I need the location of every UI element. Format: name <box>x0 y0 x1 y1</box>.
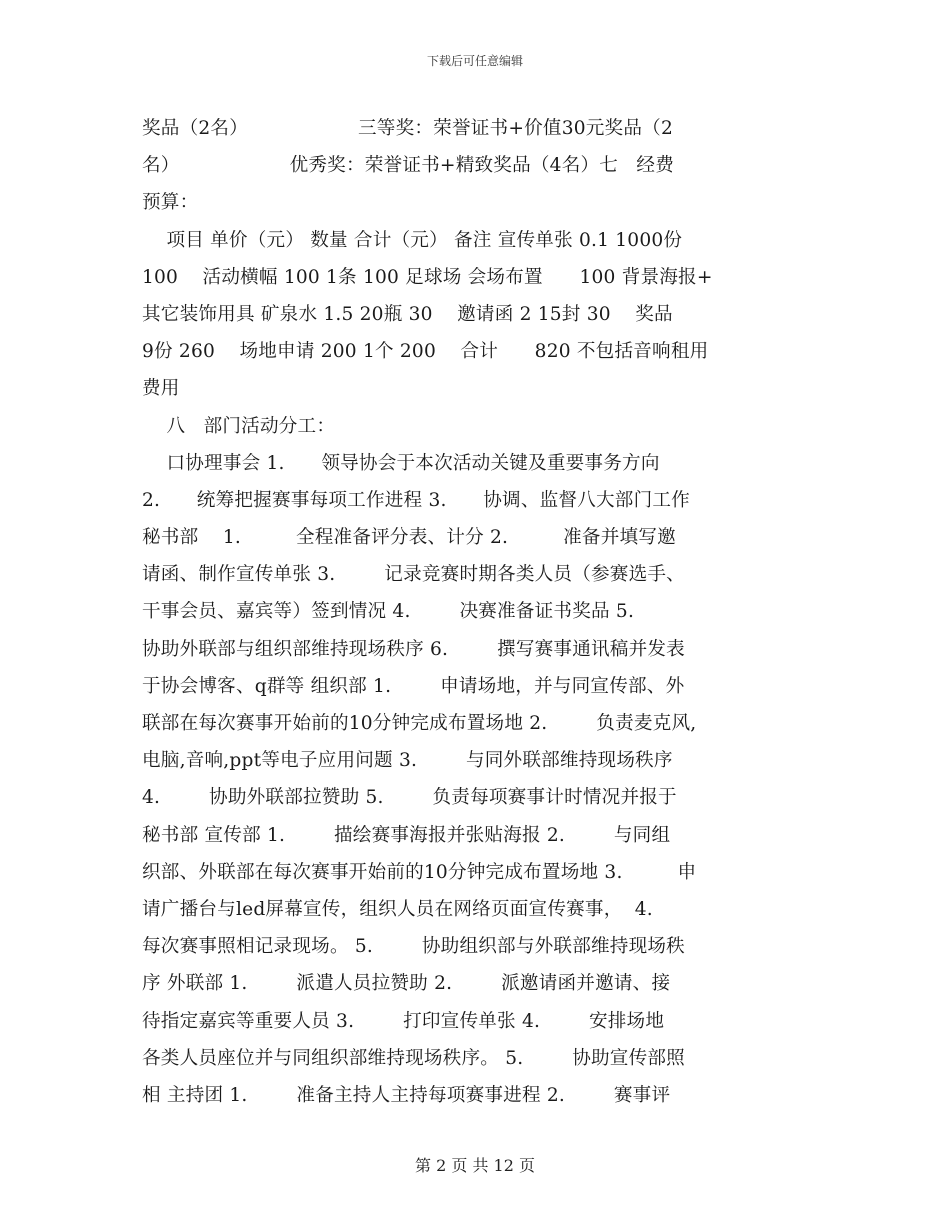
text-line: 序 外联部 1. 派遣人员拉赞助 2. 派邀请函并邀请、接 <box>142 973 671 995</box>
text-line: 请广播台与led屏幕宣传，组织人员在网络页面宣传赛事， 4. <box>142 898 653 920</box>
text-line: 其它装饰用具 矿泉水 1.5 20瓶 30 邀请函 2 15封 30 奖品 <box>142 303 673 325</box>
text-line: 项目 单价（元） 数量 合计（元） 备注 宣传单张 0.1 1000份 <box>142 229 683 251</box>
text-line: 4. 协助外联部拉赞助 5. 负责每项赛事计时情况并报于 <box>142 787 677 809</box>
text-line: 口协理事会 1. 领导协会于本次活动关键及重要事务方向 <box>142 452 660 474</box>
text-line: 各类人员座位并与同组织部维持现场秩序。 5. 协助宣传部照 <box>142 1047 685 1069</box>
page-header: 下载后可任意编辑 <box>426 54 523 68</box>
text-line: 名） 优秀奖：荣誉证书+精致奖品（4名）七 经费 <box>142 155 675 177</box>
page-footer: 第 2 页 共 12 页 <box>415 1156 535 1175</box>
text-line: 2. 统筹把握赛事每项工作进程 3. 协调、监督八大部门工作 <box>142 489 690 511</box>
text-line: 奖品（2名） 三等奖：荣誉证书+价值30元奖品（2 <box>142 118 673 139</box>
text-line: 相 主持团 1. 准备主持人主持每项赛事进程 2. 赛事评 <box>142 1084 671 1106</box>
text-line: 秘书部 宣传部 1. 描绘赛事海报并张贴海报 2. 与同组 <box>142 824 671 846</box>
text-line: 9份 260 场地申请 200 1个 200 合计 820 不包括音响租用 <box>142 341 709 363</box>
text-line: 八 部门活动分工： <box>142 415 336 437</box>
text-line: 每次赛事照相记录现场。 5. 协助组织部与外联部维持现场秩 <box>142 936 685 958</box>
text-line: 织部、外联部在每次赛事开始前的10分钟完成布置场地 3. 申 <box>142 861 697 883</box>
text-line: 协助外联部与组织部维持现场秩序 6. 撰写赛事通讯稿并发表 <box>142 638 685 660</box>
text-line: 待指定嘉宾等重要人员 3. 打印宣传单张 4. 安排场地 <box>142 1010 665 1032</box>
text-line: 秘书部 1. 全程准备评分表、计分 2. 准备并填写邀 <box>142 527 676 549</box>
text-line: 于协会博客、q群等 组织部 1. 申请场地，并与同宣传部、外 <box>142 675 685 697</box>
text-line: 干事会员、嘉宾等）签到情况 4. 决赛准备证书奖品 5. <box>142 601 635 623</box>
text-line: 100 活动横幅 100 1条 100 足球场 会场布置 100 背景海报+ <box>142 266 713 288</box>
document-body <box>142 110 812 1114</box>
text-line: 电脑,音响,ppt等电子应用问题 3. 与同外联部维持现场秩序 <box>142 750 673 772</box>
text-line: 请函、制作宣传单张 3. 记录竞赛时期各类人员（参赛选手、 <box>142 564 685 586</box>
text-line: 预算： <box>142 192 199 214</box>
text-line: 费用 <box>142 378 180 400</box>
text-line: 联部在每次赛事开始前的10分钟完成布置场地 2. 负责麦克风, <box>142 713 697 734</box>
